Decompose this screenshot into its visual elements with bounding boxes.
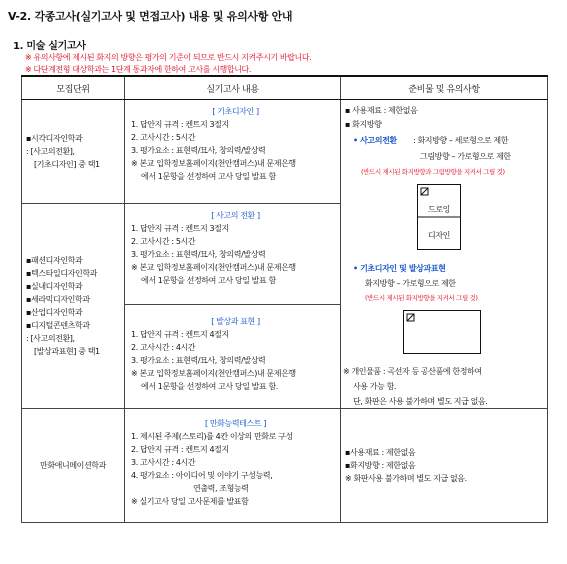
- unit-name: ▪패션디자인학과: [26, 256, 83, 265]
- exam-line: 2. 고사시간 : 5시간: [131, 237, 196, 246]
- prep-sub-title: • 사고의전환: [353, 136, 397, 145]
- exam-line: 1. 답안지 규격 : 켄트지 3절지: [131, 120, 229, 129]
- exam-line: ※ 본교 입학정보홈페이지(천안캠퍼스)내 문제은행: [131, 159, 296, 168]
- unit-cell: [22, 100, 125, 204]
- exam-cell: [125, 100, 341, 204]
- exam-line: 1. 제시된 주제(스토리)를 4칸 이상의 만화로 구성: [131, 432, 293, 441]
- prep-cell: [341, 409, 548, 523]
- prep-materials: ▪ 사용재료 : 제한없음: [345, 106, 418, 115]
- unit-name: ▪텍스타일디자인학과: [26, 269, 97, 278]
- portrait-paper-diagram: [417, 184, 461, 250]
- exam-line: 에서 1문항을 선정하여 고사 당일 발표 함: [141, 276, 276, 285]
- exam-line: 2. 답안지 규격 : 켄트지 4절지: [131, 445, 229, 454]
- prep-note: 단, 화판은 사용 불가하며 별도 지급 없음.: [353, 397, 488, 406]
- prep-warning: (반드시 제시된 화지방향을 지켜서 그릴 것): [365, 294, 478, 302]
- exam-line: 3. 평가요소 : 표현력/묘사, 창의력/발상력: [131, 250, 266, 259]
- exam-line: 에서 1문항을 선정하여 고사 당일 발표 함: [141, 172, 276, 181]
- page-title: V-2. 각종고사(실기고사 및 면접고사) 내용 및 유의사항 안내: [8, 10, 293, 23]
- section-subtitle: 1. 미술 실기고사: [13, 41, 86, 52]
- prep-cell: [341, 100, 548, 409]
- table-header-row: [22, 76, 548, 100]
- prep-line: ▪사용재료 : 제한없음: [345, 448, 416, 457]
- unit-choice: [발상과표현] 중 택1: [34, 347, 100, 356]
- exam-name: [ 기초디자인 ]: [212, 107, 259, 116]
- exam-line: ※ 본교 입학정보홈페이지(천안캠퍼스)내 문제은행: [131, 263, 296, 272]
- exam-line: ※ 실기고사 당일 고사문제를 발표함: [131, 497, 249, 506]
- table-row: [22, 409, 548, 523]
- exam-cell: [125, 204, 341, 305]
- paper-label-design: 디자인: [428, 231, 450, 240]
- table-row: [22, 100, 548, 204]
- prep-note: 사용 가능 함.: [353, 382, 397, 391]
- unit-name: ▪시각디자인학과: [26, 134, 83, 143]
- corner-marker-icon: [404, 311, 480, 353]
- prep-line: ※ 화판사용 불가하며 별도 지급 없음.: [345, 474, 467, 483]
- unit-choice: [기초디자인] 중 택1: [34, 160, 100, 169]
- prep-warning: (반드시 제시된 화지방향과 그림방향을 지켜서 그릴 것): [361, 168, 505, 176]
- exam-line: 2. 고사시간 : 5시간: [131, 133, 196, 142]
- header-unit: 모집단위: [22, 76, 125, 100]
- exam-info-table: [21, 75, 548, 523]
- exam-line: 1. 답안지 규격 : 켄트지 3절지: [131, 224, 229, 233]
- exam-line: 3. 평가요소 : 표현력/묘사, 창의력/발상력: [131, 146, 266, 155]
- exam-line: ※ 본교 입학정보홈페이지(천안캠퍼스)내 문제은행: [131, 369, 296, 378]
- exam-cell: [125, 305, 341, 409]
- warning-note-2: ※ 다단계전형 대상학과는 1단계 통과자에 한하여 고사를 시행합니다.: [25, 65, 251, 74]
- exam-line: 3. 고사시간 : 4시간: [131, 458, 196, 467]
- unit-cell: [22, 204, 125, 409]
- exam-line: 3. 평가요소 : 표현력/묘사, 창의력/발상력: [131, 356, 266, 365]
- header-prep: 준비물 및 유의사항: [341, 76, 548, 100]
- prep-note: ※ 개인물품 : 곡선자 등 공산품에 한정하여: [343, 367, 482, 376]
- header-exam: 실기고사 내용: [125, 76, 341, 100]
- landscape-paper-diagram: [403, 310, 481, 354]
- unit-name: ▪세라믹디자인학과: [26, 295, 90, 304]
- exam-name: [ 만화능력테스트 ]: [204, 419, 267, 428]
- exam-name: [ 발상과 표현 ]: [211, 317, 260, 326]
- prep-sub-line: : 화지방향 – 세로형으로 제한: [413, 136, 509, 145]
- exam-cell: [125, 409, 341, 523]
- prep-direction: ▪ 화지방향: [345, 120, 382, 129]
- exam-line: 연출력, 조형능력: [193, 484, 249, 493]
- prep-line: ▪화지방향 : 제한없음: [345, 461, 416, 470]
- unit-cell: [22, 409, 125, 523]
- exam-line: 4. 평가요소 : 아이디어 및 이야기 구성능력,: [131, 471, 273, 480]
- unit-name: ▪산업디자인학과: [26, 308, 83, 317]
- prep-sub-line: 그림방향 – 가로형으로 제한: [420, 152, 511, 161]
- unit-name: ▪디지털콘텐츠학과: [26, 321, 90, 330]
- exam-line: 1. 답안지 규격 : 켄트지 4절지: [131, 330, 229, 339]
- prep-sub-line: 화지방향 – 가로형으로 제한: [365, 279, 456, 288]
- exam-name: [ 사고의 전환 ]: [211, 211, 260, 220]
- exam-line: 2. 고사시간 : 4시간: [131, 343, 196, 352]
- warning-note-1: ※ 유의사항에 제시된 화지의 방향은 평가의 기준이 되므로 반드시 지켜주시기 바랍니다.: [25, 53, 312, 62]
- paper-label-drawing: 드로잉: [428, 205, 450, 214]
- exam-line: 에서 1문항을 선정하여 고사 당일 발표 함.: [141, 382, 278, 391]
- unit-choice: : [사고의전환],: [26, 334, 75, 343]
- unit-name: ▪실내디자인학과: [26, 282, 83, 291]
- prep-sub-title: • 기초디자인 및 발상과표현: [353, 264, 446, 273]
- unit-choice: : [사고의전환],: [26, 147, 75, 156]
- unit-name: 만화애니메이션학과: [40, 461, 106, 470]
